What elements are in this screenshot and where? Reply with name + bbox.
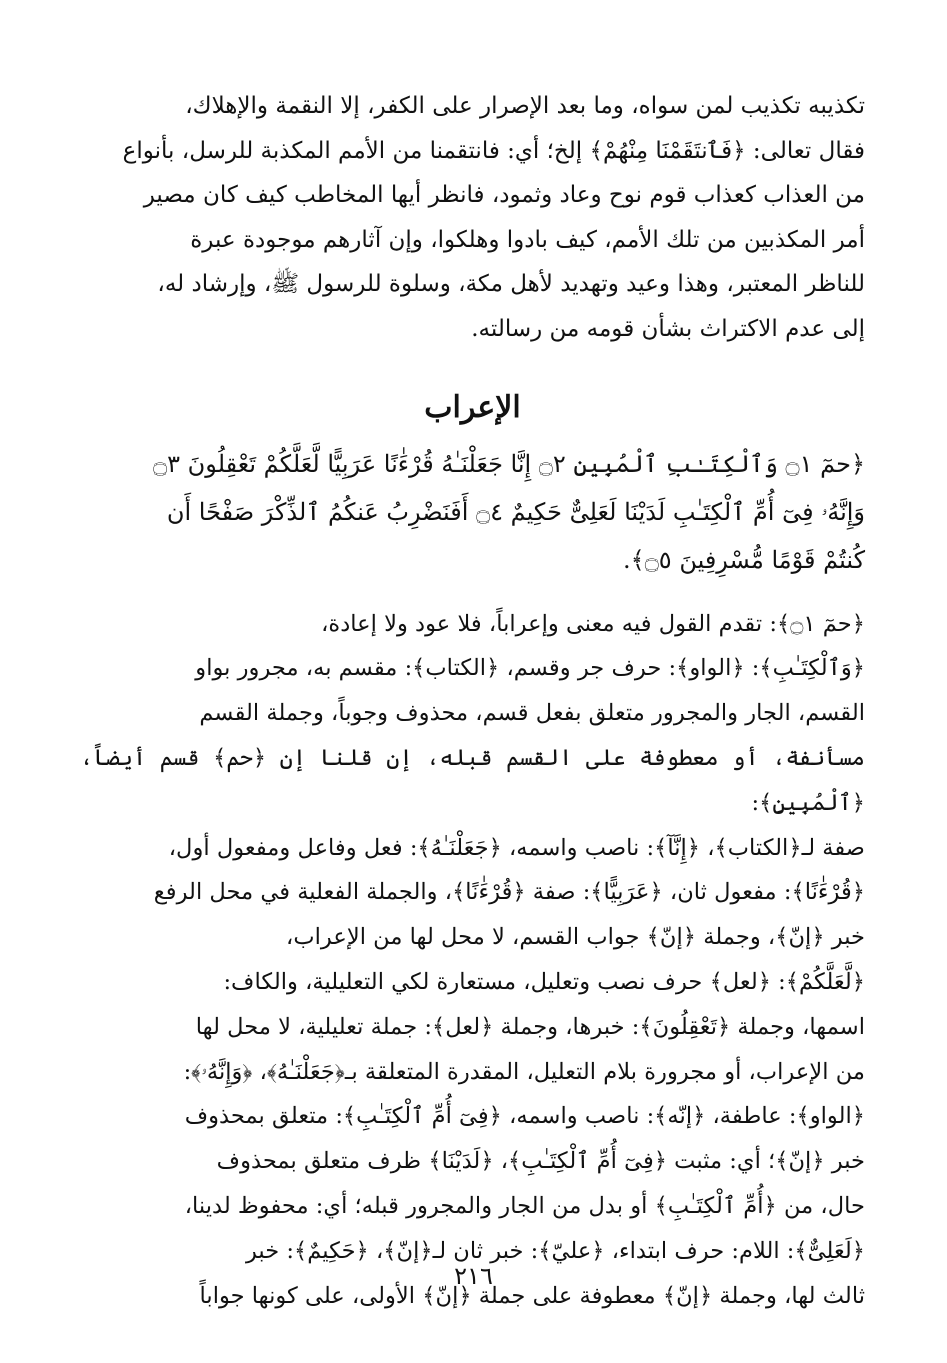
text-line: ثالث لها، وجملة ﴿إنّ﴾ معطوفة على جملة ﴿إنّ﴾ الأولى، على كونها جواباً [199, 1282, 865, 1309]
text-line: من العذاب كعذاب قوم نوح وعاد وثمود، فانظر أيها المخاطب كيف كان مصير [143, 182, 865, 209]
page-body [80, 84, 865, 1309]
text-line: القسم، الجار والمجرور متعلق بفعل قسم، محذوف وجوباً، وجملة القسم [199, 700, 865, 727]
verse-line: ﴿حمٓ ۝١ وَٱلْكِتَـٰبِ ٱلْمُبِينِ ۝٢ إِنَّا جَعَلْنَـٰهُ قُرْءَٰنًا عَرَبِيًّا لَّعَلَّكُمْ تَعْقِلُونَ ۝٣ [153, 449, 865, 478]
verse-line: وَإِنَّهُۥ فِىٓ أُمِّ ٱلْكِتَـٰبِ لَدَيْنَا لَعَلِىٌّ حَكِيمٌ ۝٤ أَفَنَضْرِبُ عَنكُمُ ٱلذِّكْرَ صَفْحًا أَن [166, 497, 865, 526]
text-line: أمر المكذبين من تلك الأمم، كيف بادوا وهلكوا، وإن آثارهم موجودة عبرة [190, 226, 865, 253]
text-line: ﴿حمٓ ۝١﴾: تقدم القول فيه معنى وإعراباً، فلا عود ولا إعادة، [321, 610, 865, 637]
text-line: ﴿لَّعَلَّكُمْ﴾: ﴿لعل﴾ حرف نصب وتعليل، مستعارة لكي التعليلية، والكاف: [223, 968, 865, 995]
text-line: مسأنفة، أو معطوفة على القسم قبله، إن قلنا إن ﴿حم﴾ قسم أيضاً، ﴿ٱلْمُبِينِ﴾: [80, 744, 865, 816]
text-line: ﴿الواو﴾: عاطفة، ﴿إنّه﴾: ناصب واسمه، ﴿فِىٓ أُمِّ ٱلْكِتَـٰبِ﴾: متعلق بمحذوف [184, 1103, 865, 1130]
page-number: ٢١٦ [454, 1262, 493, 1290]
text-line: ﴿لَعَلِىٌّ﴾: اللام: حرف ابتداء، ﴿عليّ﴾: خبر ثان لـ﴿إنّ﴾، ﴿حَكِيمٌ﴾: خبر [245, 1237, 865, 1264]
verse-line: كُنتُمْ قَوْمًا مُّسْرِفِينَ ۝٥﴾. [623, 545, 865, 574]
text-line: للناظر المعتبر، وهذا وعيد وتهديد لأهل مكة، وسلوة للرسول ﷺ، وإرشاد له، [157, 271, 865, 298]
text-line: ﴿وَٱلْكِتَـٰبِ﴾: ﴿الواو﴾: حرف جر وقسم، ﴿الكتاب﴾: مقسم به، مجرور بواو [195, 655, 865, 682]
grammar-analysis [80, 602, 865, 1319]
quran-verses [80, 440, 865, 584]
text-line: صفة لـ﴿الكتاب﴾، ﴿إِنَّآ﴾: ناصب واسمه، ﴿جَعَلْنَـٰهُ﴾: فعل وفاعل ومفعول أول، [168, 834, 865, 861]
text-line: خبر ﴿إنّ﴾، وجملة ﴿إنّ﴾ جواب القسم، لا محل لها من الإعراب، [286, 924, 865, 951]
text-line: فقال تعالى: ﴿فَٱنتَقَمْنَا مِنْهُمْ﴾ إلخ؛ أي: فانتقمنا من الأمم المكذبة للرسل، بأنواع [122, 137, 865, 164]
text-line: حال، من ﴿أُمِّ ٱلْكِتَـٰبِ﴾ أو بدل من الجار والمجرور قبله؛ أي: محفوظ لدينا، [184, 1192, 865, 1219]
text-line: ﴿قُرْءَٰنًا﴾: مفعول ثان، ﴿عَرَبِيًّا﴾: صفة ﴿قُرْءَٰنًا﴾، والجملة الفعلية في محل الرفع [153, 879, 865, 906]
text-line: خبر ﴿إنّ﴾؛ أي: مثبت ﴿فِىٓ أُمِّ ٱلْكِتَـٰبِ﴾، ﴿لَدَيْنَا﴾ ظرف متعلق بمحذوف [216, 1148, 865, 1175]
text-line: تكذيبه تكذيب لمن سواه، وما بعد الإصرار على الكفر، إلا النقمة والإهلاك، [185, 93, 865, 119]
text-line: من الإعراب، أو مجرورة بلام التعليل، المقدرة المتعلقة بـ﴿جَعَلْنَـٰهُ﴾، ﴿وَإِنَّهُۥ﴾: [183, 1058, 865, 1085]
section-title: الإعراب [424, 389, 521, 425]
text-line: اسمها، وجملة ﴿تَعْقِلُونَ﴾: خبرها، وجملة ﴿لعل﴾: جملة تعليلية، لا محل لها [195, 1013, 865, 1040]
text-line: إلى عدم الاكتراث بشأن قومه من رسالته. [471, 315, 865, 342]
intro-paragraph [80, 84, 865, 352]
